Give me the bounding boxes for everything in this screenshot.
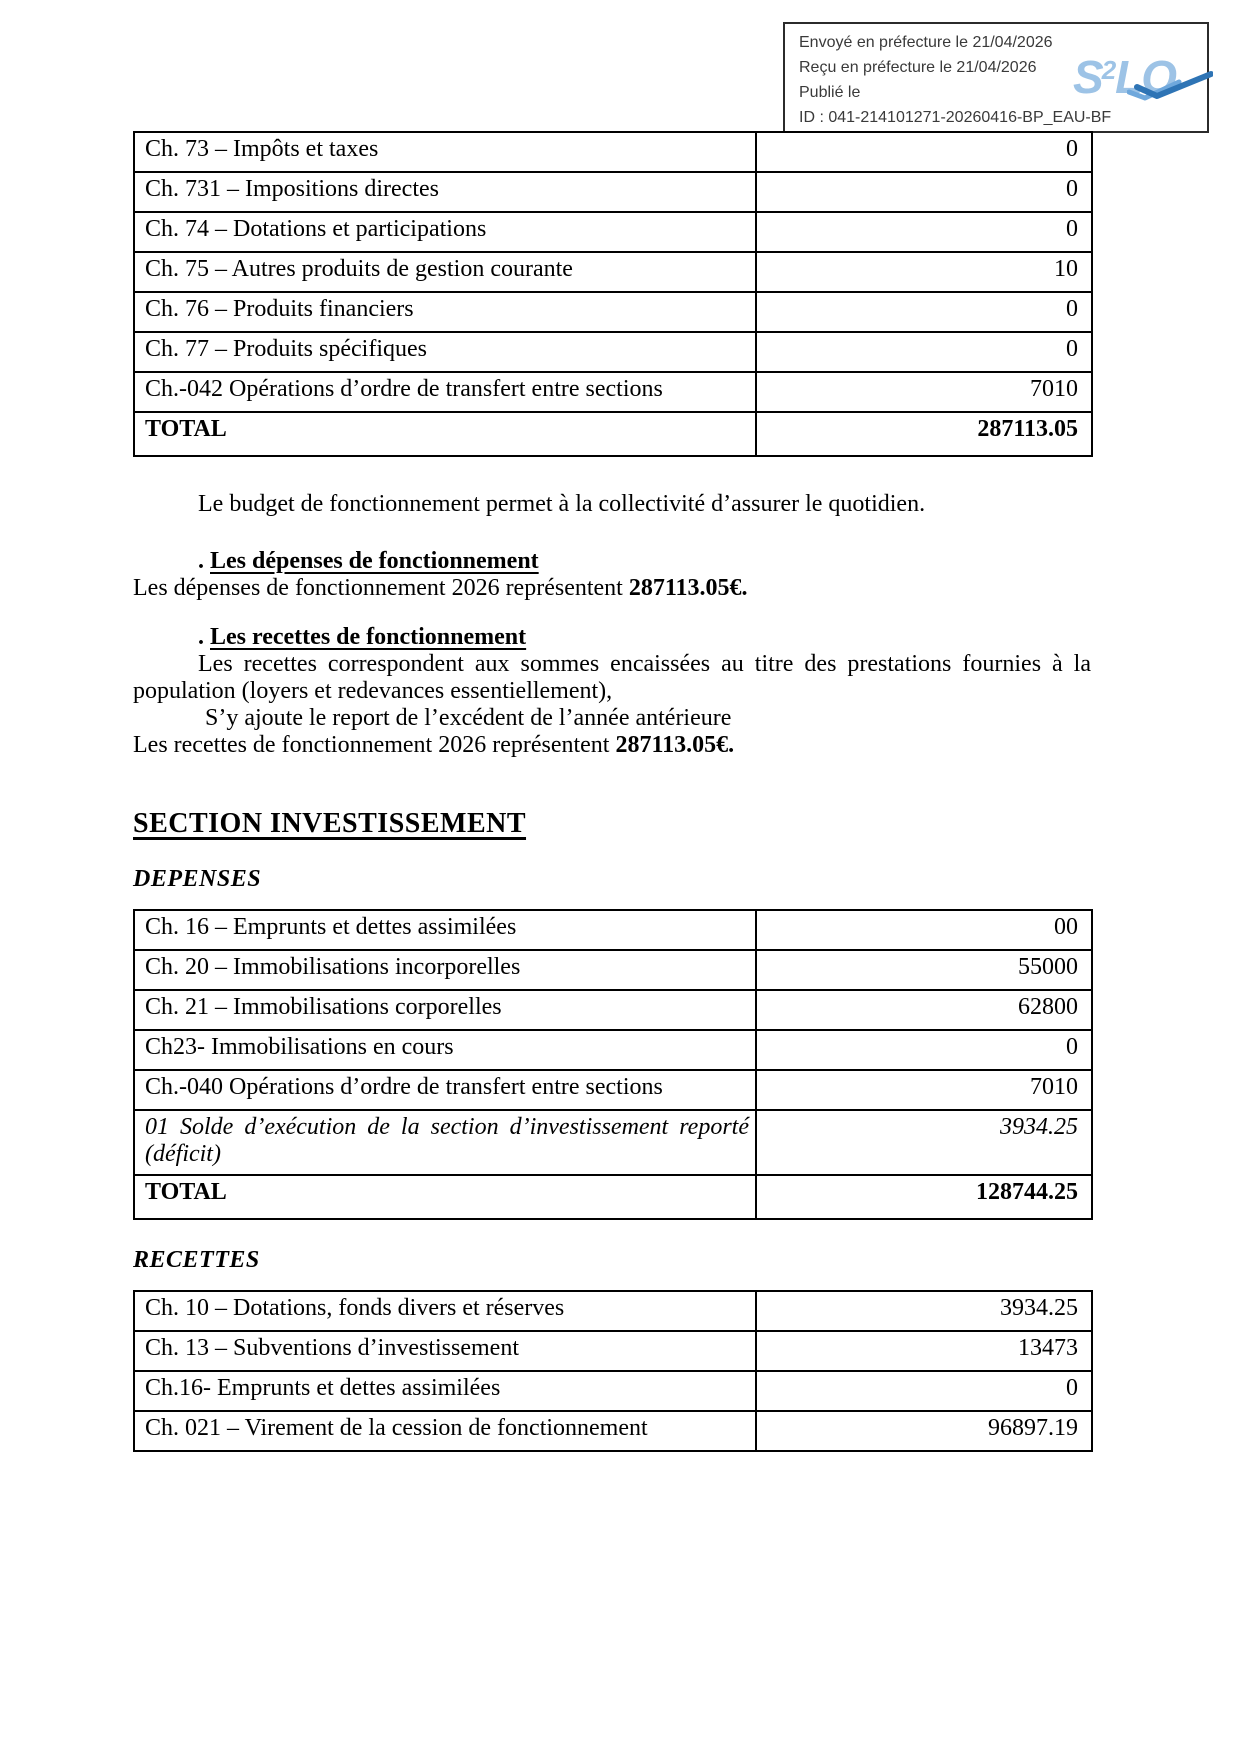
solde-label: 01 Solde d’exécution de la section d’investissement reporté (déficit) (134, 1110, 756, 1175)
table-row (134, 212, 1092, 252)
table-row (134, 132, 1092, 172)
table-total-row (134, 1175, 1092, 1219)
row-label: Ch.16- Emprunts et dettes assimilées (134, 1371, 756, 1411)
depenses-amount: 287113.05€. (628, 575, 748, 601)
total-value: 287113.05 (756, 412, 1092, 456)
fonctionnement-recettes-table (133, 131, 1093, 457)
row-label: Ch. 13 – Subventions d’investissement (134, 1331, 756, 1371)
investissement-recettes-table (133, 1290, 1093, 1452)
table-row (134, 950, 1092, 990)
table-row (134, 1371, 1092, 1411)
table-row (134, 1030, 1092, 1070)
stamp-line-recu: Reçu en préfecture le 21/04/2026 (799, 59, 1037, 76)
s2lo-logo-text: $S^2LO$ (1073, 51, 1176, 103)
row-value: 00 (756, 910, 1092, 950)
row-label: Ch.-040 Opérations d’ordre de transfert entre sections (134, 1070, 756, 1110)
recettes-heading (133, 624, 1091, 651)
table-row (134, 332, 1092, 372)
s2lo-logo (1073, 51, 1205, 114)
heading-dot: . (198, 624, 210, 650)
table-row (134, 372, 1092, 412)
row-value: 0 (756, 1371, 1092, 1411)
recettes-sentence-prefix: Les recettes de fonctionnement 2026 représentent (133, 732, 616, 758)
document-body (133, 0, 1091, 1452)
row-value: 10 (756, 252, 1092, 292)
total-value: 128744.25 (756, 1175, 1092, 1219)
row-label: Ch. 77 – Produits spécifiques (134, 332, 756, 372)
table-total-row (134, 412, 1092, 456)
table-row (134, 252, 1092, 292)
recettes-heading-text: Les recettes de fonctionnement (210, 624, 527, 650)
table-row (134, 1291, 1092, 1331)
heading-dot: . (198, 548, 210, 574)
row-value: 0 (756, 332, 1092, 372)
table-row (134, 172, 1092, 212)
row-value: 13473 (756, 1331, 1092, 1371)
row-value: 3934.25 (756, 1291, 1092, 1331)
intro-paragraph: Le budget de fonctionnement permet à la collectivité d’assurer le quotidien. (198, 491, 926, 517)
recettes-sentence (133, 732, 1091, 759)
total-label: TOTAL (134, 412, 756, 456)
table-row (134, 292, 1092, 332)
row-value: 62800 (756, 990, 1092, 1030)
table-row (134, 1411, 1092, 1451)
table-row (134, 910, 1092, 950)
stamp-line-publie: Publié le (799, 84, 861, 101)
table-row (134, 990, 1092, 1030)
row-value: 0 (756, 212, 1092, 252)
row-value: 0 (756, 1030, 1092, 1070)
row-value: 7010 (756, 372, 1092, 412)
table-row (134, 1331, 1092, 1371)
recettes-amount: 287113.05€. (615, 732, 735, 758)
row-label: Ch. 731 – Impositions directes (134, 172, 756, 212)
row-label: Ch. 10 – Dotations, fonds divers et réserves (134, 1291, 756, 1331)
recettes-subtitle: RECETTES (133, 1247, 260, 1273)
depenses-heading (133, 548, 1091, 575)
row-label: Ch. 16 – Emprunts et dettes assimilées (134, 910, 756, 950)
total-label: TOTAL (134, 1175, 756, 1219)
row-label: Ch. 73 – Impôts et taxes (134, 132, 756, 172)
depenses-heading-text: Les dépenses de fonctionnement (210, 548, 539, 574)
row-label: Ch. 76 – Produits financiers (134, 292, 756, 332)
row-value: 0 (756, 132, 1092, 172)
row-value: 96897.19 (756, 1411, 1092, 1451)
s2lo-swoosh-icon (1127, 70, 1213, 104)
row-value: 7010 (756, 1070, 1092, 1110)
depenses-sentence (133, 575, 1091, 602)
row-label: Ch.-042 Opérations d’ordre de transfert entre sections (134, 372, 756, 412)
row-label: Ch. 21 – Immobilisations corporelles (134, 990, 756, 1030)
section-investissement-title: SECTION INVESTISSEMENT (133, 808, 527, 839)
stamp-line-id: ID : 041-214101271-20260416-BP_EAU-BF (799, 109, 1112, 126)
row-label: Ch. 75 – Autres produits de gestion courante (134, 252, 756, 292)
investissement-depenses-table (133, 909, 1093, 1220)
row-label: Ch. 021 – Virement de la cession de fonctionnement (134, 1411, 756, 1451)
recettes-report-line: S’y ajoute le report de l’excédent de l’année antérieure (205, 705, 732, 731)
row-label: Ch. 20 – Immobilisations incorporelles (134, 950, 756, 990)
stamp-line-envoye: Envoyé en préfecture le 21/04/2026 (799, 34, 1053, 51)
depenses-sentence-prefix: Les dépenses de fonctionnement 2026 représentent (133, 575, 629, 601)
depenses-subtitle: DEPENSES (133, 866, 262, 892)
row-label: Ch23- Immobilisations en cours (134, 1030, 756, 1070)
solde-value: 3934.25 (756, 1110, 1092, 1175)
row-value: 55000 (756, 950, 1092, 990)
row-label: Ch. 74 – Dotations et participations (134, 212, 756, 252)
table-row-solde (134, 1110, 1092, 1175)
row-value: 0 (756, 292, 1092, 332)
table-row (134, 1070, 1092, 1110)
row-value: 0 (756, 172, 1092, 212)
recettes-paragraph: Les recettes correspondent aux sommes encaissées au titre des prestations fournies à la population (loyers et redevances essentiellement), (133, 651, 1091, 704)
